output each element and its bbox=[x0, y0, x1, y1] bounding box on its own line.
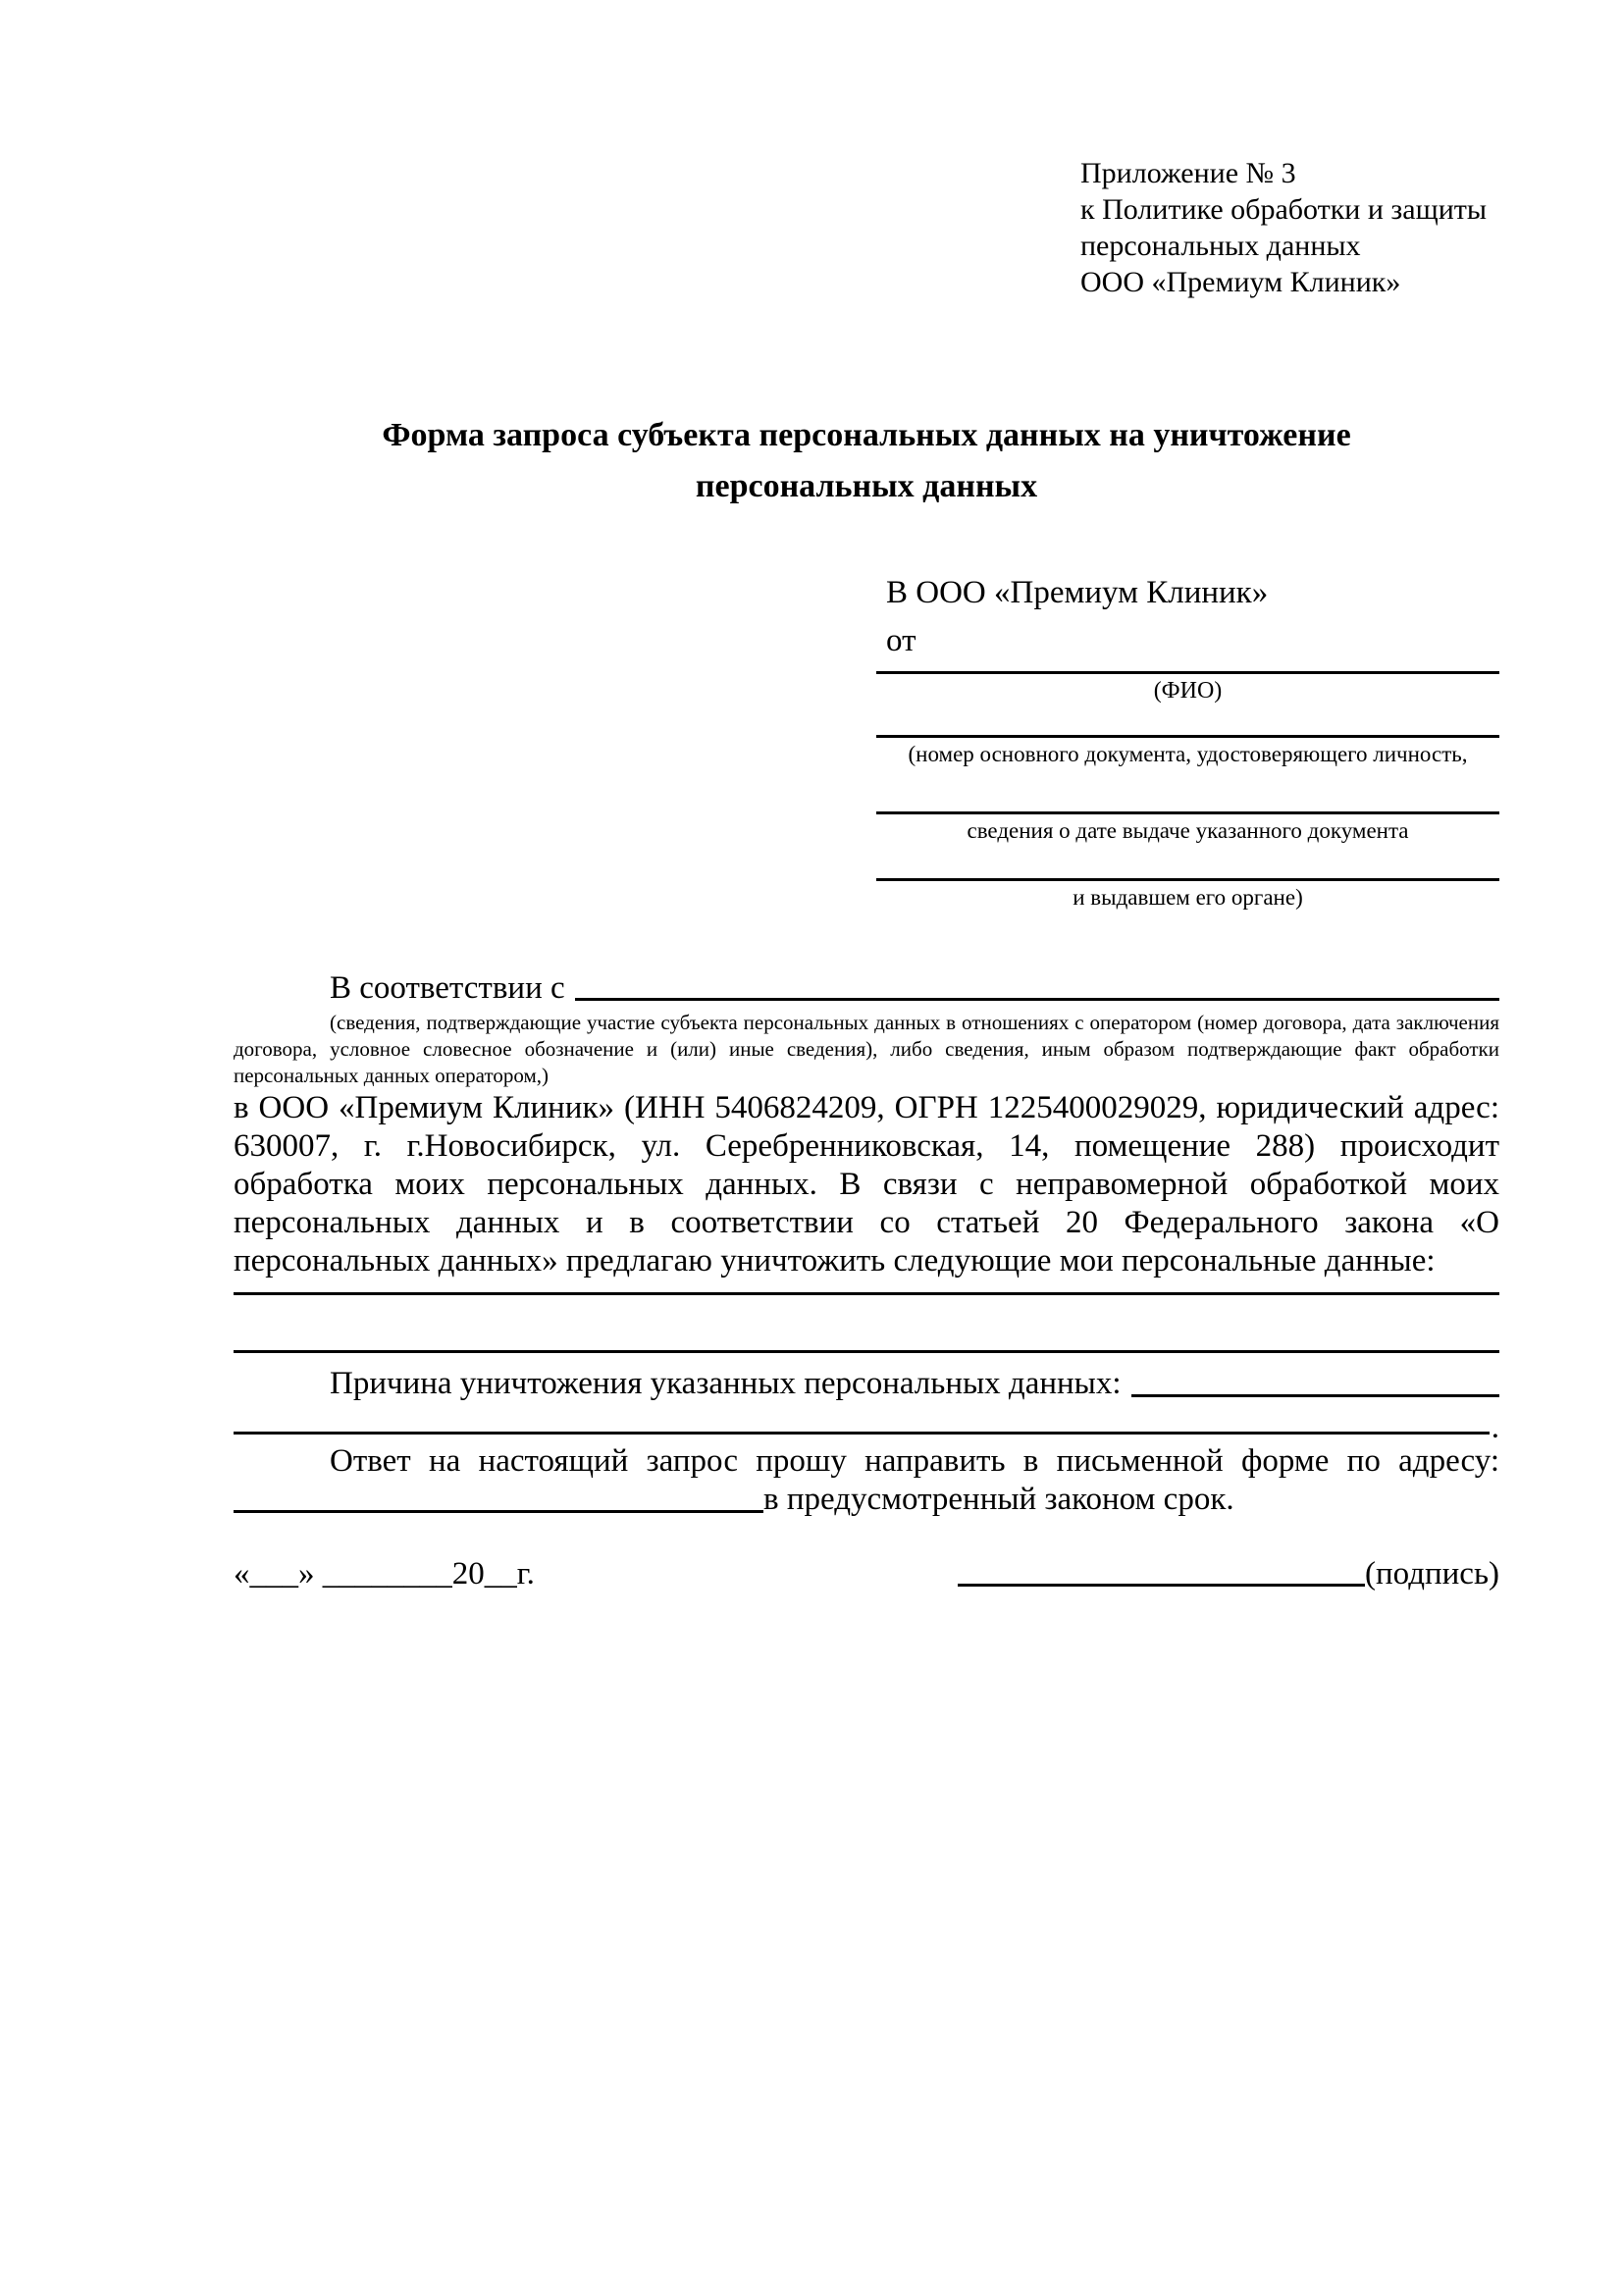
fio-caption: (ФИО) bbox=[1153, 678, 1223, 704]
date-line: «___» ________20__г. bbox=[234, 1556, 535, 1592]
personal-data-blank-line-1 bbox=[234, 1292, 1499, 1295]
address-blank-line bbox=[234, 1510, 763, 1513]
answer-line: Ответ на настоящий запрос прошу направить в письменной форме по адресу: bbox=[330, 1443, 1499, 1479]
document-number-caption: (номер основного документа, удостоверяющего личность, bbox=[908, 742, 1468, 766]
period-mark: . bbox=[1491, 1410, 1499, 1445]
form-title bbox=[234, 410, 1499, 512]
appendix-note bbox=[1080, 155, 1499, 300]
signature-caption: (подпись) bbox=[1365, 1556, 1499, 1592]
form-title-line-1: Форма запроса субъекта персональных данных на уничтожение bbox=[382, 417, 1351, 453]
reason-line bbox=[234, 1365, 1499, 1403]
answer-tail-label: в предусмотренный законом срок. bbox=[763, 1482, 1234, 1517]
accordance-label: В соответствии с bbox=[330, 970, 565, 1006]
date-signature-row bbox=[234, 1554, 1499, 1593]
accordance-blank-line bbox=[575, 998, 1499, 1001]
issue-date-caption: сведения о дате выдаче указанного документа bbox=[967, 818, 1409, 843]
main-paragraph: в ООО «Премиум Клиник» (ИНН 5406824209, ОГРН 1225400029029, юридический адрес: 630007, г. г.Новосибирск, ул. Серебренниковская, 14, помещение 288) происходит обработка моих персональных данных. В связи с неправомерной обработкой моих персональных данных и в соответствии со статьей 20 Федерального закона «О персональных данных» предлагаю уничтожить следующие мои персональные данные: bbox=[234, 1090, 1499, 1278]
appendix-note-line: персональных данных bbox=[1080, 230, 1361, 262]
reason-label: Причина уничтожения указанных персональных данных: bbox=[330, 1366, 1122, 1401]
reason-blank-line bbox=[1131, 1394, 1499, 1397]
addressee-to: В ООО «Премиум Клиник» bbox=[886, 575, 1269, 610]
personal-data-blank-line-2 bbox=[234, 1350, 1499, 1353]
fine-print-note: (сведения, подтверждающие участие субъекта персональных данных в отношениях с оператором (номер договора, дата заключения договора, условное словесное обозначение и (или) иные сведения), либо сведения, иным образом подтверждающие факт обработки персональных данных оператором,) bbox=[234, 1011, 1499, 1087]
accordance-line bbox=[234, 968, 1499, 1008]
addressee-from: от bbox=[886, 623, 916, 658]
reason-continuation-line bbox=[234, 1410, 1499, 1445]
appendix-note-line: ООО «Премиум Клиник» bbox=[1080, 266, 1401, 298]
form-title-line-2: персональных данных bbox=[695, 468, 1038, 504]
issuing-authority-caption: и выдавшем его органе) bbox=[1073, 885, 1303, 910]
answer-address-line bbox=[234, 1481, 1499, 1519]
appendix-note-line: к Политике обработки и защиты bbox=[1080, 193, 1488, 226]
signature-group bbox=[958, 1554, 1499, 1593]
reason-blank-line-2 bbox=[234, 1432, 1490, 1435]
page-content bbox=[234, 155, 1499, 1593]
appendix-note-line: Приложение № 3 bbox=[1080, 157, 1296, 189]
signature-blank-line bbox=[958, 1584, 1365, 1587]
addressee-block bbox=[876, 569, 1499, 912]
